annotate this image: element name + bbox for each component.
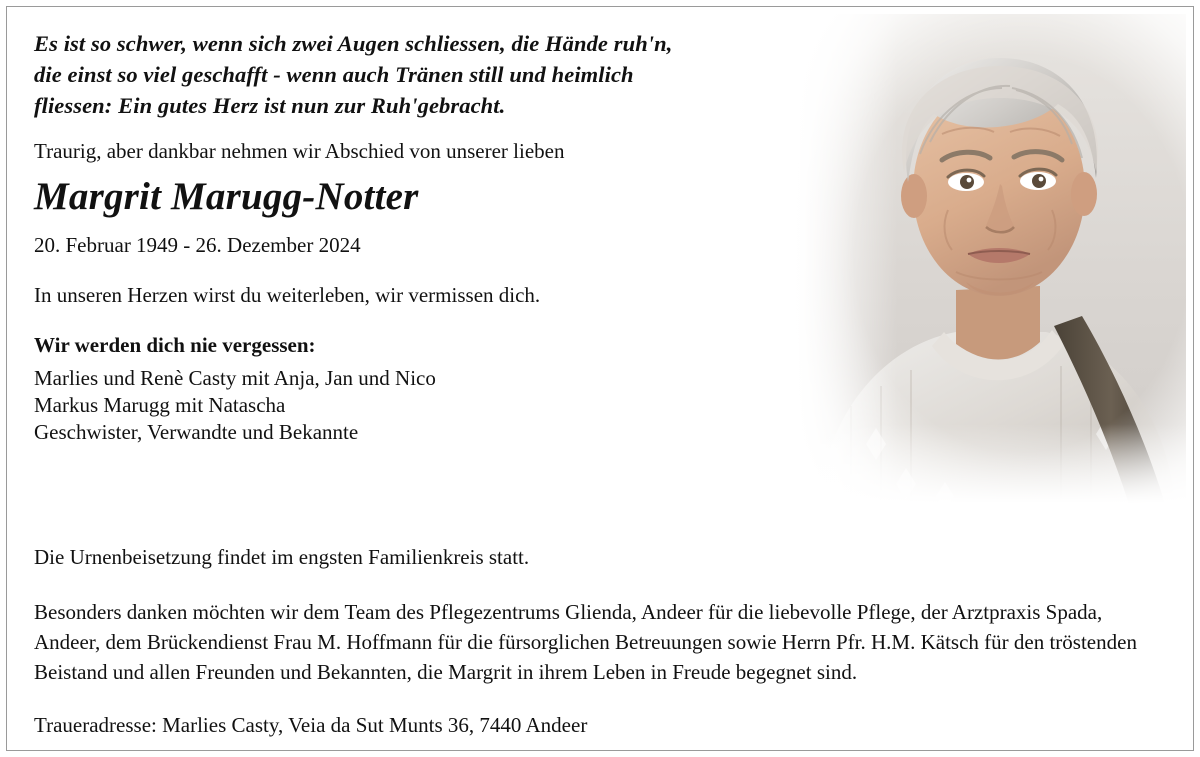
portrait-photo-illustration — [796, 14, 1186, 514]
obituary-upper-text — [34, 28, 794, 472]
portrait-photo — [796, 14, 1186, 514]
deceased-name: Margrit Marugg-Notter — [34, 175, 419, 218]
poem-verse — [34, 28, 794, 121]
family-list — [34, 365, 794, 446]
poem-line-2: die einst so viel geschafft - wenn auch Tränen still und heimlich — [34, 62, 634, 87]
family-member-line: Marlies und Renè Casty mit Anja, Jan und Nico — [34, 366, 436, 390]
intro-text: Traurig, aber dankbar nehmen wir Abschied von unserer lieben — [34, 139, 565, 163]
family-member-line: Markus Marugg mit Natascha — [34, 393, 286, 417]
memory-text: In unseren Herzen wirst du weiterleben, wir vermissen dich. — [34, 283, 541, 307]
poem-line-1: Es ist so schwer, wenn sich zwei Augen schliessen, die Hände ruh'n, — [34, 31, 673, 56]
thanks-paragraph: Besonders danken möchten wir dem Team des Pflegezentrums Glienda, Andeer für die liebevolle Pflege, der Arztpraxis Spada, Andeer, dem Brückendienst Frau M. Hoffmann für die fürsorglichen Betreuungen sowie Herrn Pfr. H.M. Kätsch für den tröstenden Beistand und allen Freunden und Bekannten, die Margrit in ihrem Leben in Freude begegnet sind. — [34, 600, 1137, 684]
life-dates: 20. Februar 1949 - 26. Dezember 2024 — [34, 233, 361, 257]
never-forget-heading: Wir werden dich nie vergessen: — [34, 333, 316, 357]
mourning-address: Traueradresse: Marlies Casty, Veia da Sut Munts 36, 7440 Andeer — [34, 713, 588, 737]
poem-line-3: fliessen: Ein gutes Herz ist nun zur Ruh'gebracht. — [34, 93, 506, 118]
obituary-lower-text — [34, 543, 1166, 739]
burial-notice: Die Urnenbeisetzung findet im engsten Familienkreis statt. — [34, 545, 530, 569]
family-member-line: Geschwister, Verwandte und Bekannte — [34, 420, 359, 444]
